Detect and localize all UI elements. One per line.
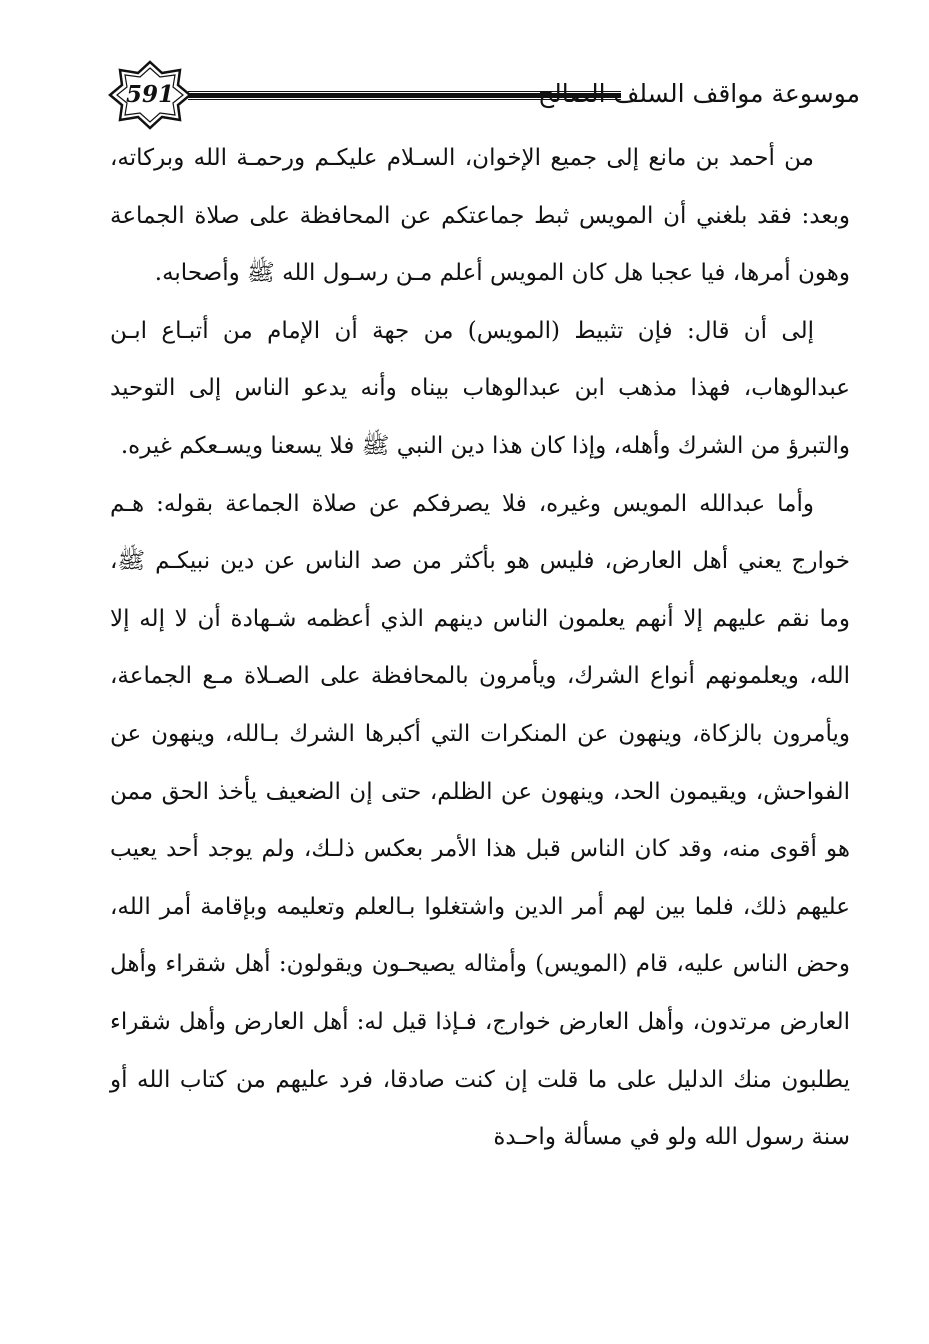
paragraph: من أحمد بن مانع إلى جميع الإخوان، السـلام عليكـم ورحمـة الله وبركاته، وبعد: فقد بلغني أن المويس ثبط جماعتكم عن المحافظة على صلاة الجماعة وهون أمرها، فيا عجبا هل كان المويس أعلم مـن رسـول الله ﷺ وأصحابه. [110,145,850,287]
paragraph: وأما عبدالله المويس وغيره، فلا يصرفكم عن صلاة الجماعة بقوله: هـم خوارج يعني أهل العارض، فليس هو بأكثر من صد الناس عن دين نبيكـم ﷺ، وما نقم عليهم إلا أنهم يعلمون الناس دينهم الذي أعظمه شـهادة أن لا إله إلا الله، ويعلمونهم أنواع الشرك، ويأمرون بالمحافظة على الصـلاة مـع الجماعة، ويأمرون بالزكاة، وينهون عن المنكرات التي أكبرها الشرك بـالله، وينهون عن الفواحش، ويقيمون الحد، وينهون عن الظلم، حتى إن الضعيف يأخذ الحق ممن هو أقوى منه، وقد كان الناس قبل هذا الأمر بعكس ذلـك، ولم يوجد أحد يعيب عليهم ذلك، فلما بين لهم أمر الدين واشتغلوا بـالعلم وتعليمه وبإقامة أمر الله، وحض الناس عليه، قام (المويس) وأمثاله يصيحـون ويقولون: أهل شقراء وأهل العارض مرتدون، وأهل العارض خوارج، فـإذا قيل له: أهل العارض وأهل شقراء يطلبون منك الدليل على ما قلت إن كنت صادقا، فرد عليهم من كتاب الله أو سنة رسول الله ولو في مسألة واحـدة [110,490,850,1151]
running-title: موسوعة مواقف السلف الصالح [537,79,860,108]
body-text [110,130,850,1167]
page-number: 591 [125,81,174,108]
paragraph: إلى أن قال: فإن تثبيط (المويس) من جهة أن الإمام من أتبـاع ابـن عبدالوهاب، فهذا مذهب ابن عبدالوهاب بيناه وأنه يدعو الناس إلى التوحيد والتبرؤ من الشرك وأهله، وإذا كان هذا دين النبي ﷺ فلا يسعنا ويسـعكم غيره. [110,317,850,459]
page-header [108,60,860,130]
page-number-badge [108,60,192,130]
